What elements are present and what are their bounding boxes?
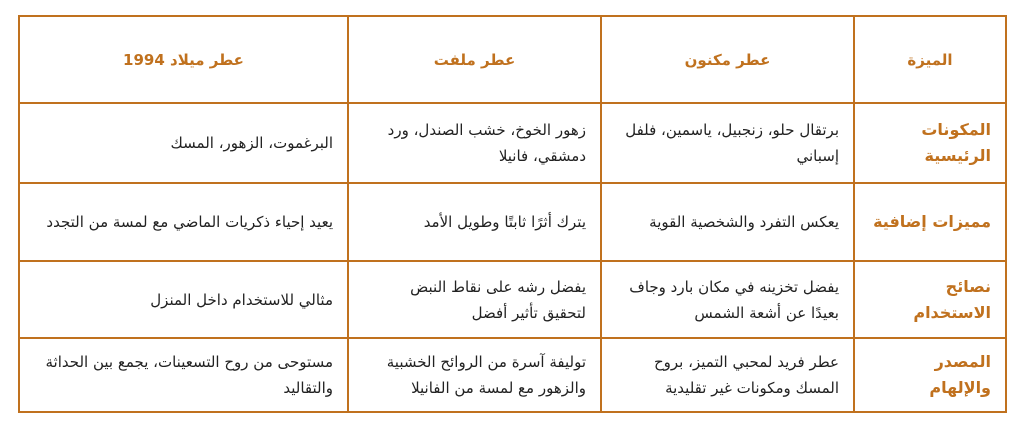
table-cell: يفضل تخزينه في مكان بارد وجاف بعيدًا عن أشعة الشمس bbox=[601, 261, 854, 338]
row-feature-label: نصائح الاستخدام bbox=[854, 261, 1006, 338]
comparison-table-container bbox=[18, 15, 1005, 411]
header-milad-1994: عطر ميلاد 1994 bbox=[19, 16, 348, 103]
table-cell: مستوحى من روح التسعينات، يجمع بين الحداثة والتقاليد bbox=[19, 338, 348, 412]
row-feature-label: مميزات إضافية bbox=[854, 183, 1006, 261]
table-cell: البرغموت، الزهور، المسك bbox=[19, 103, 348, 183]
table-cell: مثالي للاستخدام داخل المنزل bbox=[19, 261, 348, 338]
table-row bbox=[19, 183, 1006, 261]
table-cell: برتقال حلو، زنجبيل، ياسمين، فلفل إسباني bbox=[601, 103, 854, 183]
table-cell: يفضل رشه على نقاط النبض لتحقيق تأثير أفضل bbox=[348, 261, 601, 338]
row-feature-label: المكونات الرئيسية bbox=[854, 103, 1006, 183]
header-maknoon: عطر مكنون bbox=[601, 16, 854, 103]
header-feature: الميزة bbox=[854, 16, 1006, 103]
header-mulfit: عطر ملفت bbox=[348, 16, 601, 103]
row-feature-label: المصدر والإلهام bbox=[854, 338, 1006, 412]
table-cell: زهور الخوخ، خشب الصندل، ورد دمشقي، فانيلا bbox=[348, 103, 601, 183]
table-header-row bbox=[19, 16, 1006, 103]
table-cell: توليفة آسرة من الروائح الخشبية والزهور مع لمسة من الفانيلا bbox=[348, 338, 601, 412]
table-cell: عطر فريد لمحبي التميز، بروح المسك ومكونات غير تقليدية bbox=[601, 338, 854, 412]
table-cell: يترك أثرًا ثابتًا وطويل الأمد bbox=[348, 183, 601, 261]
perfume-comparison-table bbox=[18, 15, 1007, 413]
table-row bbox=[19, 261, 1006, 338]
table-row bbox=[19, 338, 1006, 412]
table-cell: يعيد إحياء ذكريات الماضي مع لمسة من التجدد bbox=[19, 183, 348, 261]
table-row bbox=[19, 103, 1006, 183]
table-cell: يعكس التفرد والشخصية القوية bbox=[601, 183, 854, 261]
